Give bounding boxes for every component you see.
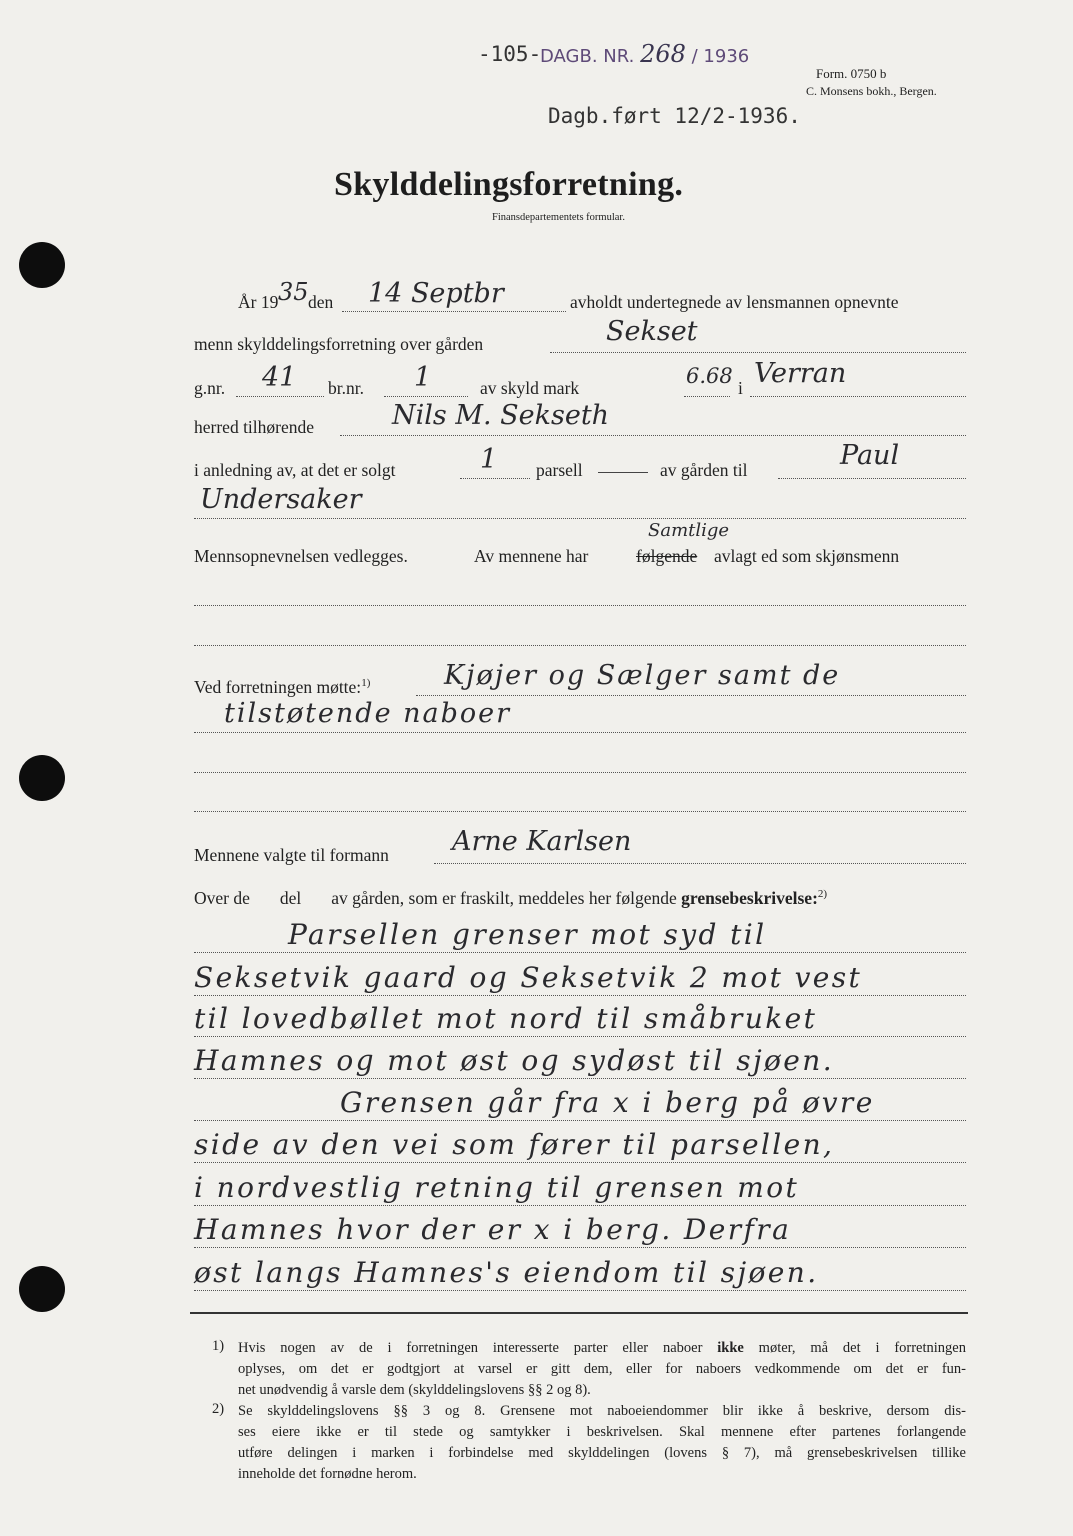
dotted-line <box>384 396 468 397</box>
footnote-line <box>238 1359 966 1380</box>
formann-name: Arne Karlsen <box>452 826 632 857</box>
footnote-line <box>238 1443 966 1464</box>
bnr-value: 1 <box>414 362 432 393</box>
line7-text-b: Av mennene har <box>474 546 589 566</box>
description-line: øst langs Hamnes's eiendom til sjøen. <box>194 1256 819 1289</box>
description-line: Hamnes og mot øst og sydøst til sjøen. <box>194 1044 835 1077</box>
footnote-line <box>238 1464 966 1485</box>
dotted-line <box>342 311 566 312</box>
bnr-label: br.nr. <box>328 378 364 398</box>
over-text-b: del <box>279 888 302 908</box>
punch-hole-top <box>19 242 65 288</box>
buyer-last-name: Undersaker <box>200 484 362 515</box>
year-suffix: 35 <box>278 278 309 306</box>
mott-label <box>194 677 370 698</box>
inserted-word: Samtlige <box>648 520 730 541</box>
over-bold: grensebeskrivelse: <box>681 888 818 908</box>
dotted-line <box>194 1078 966 1079</box>
form-number: Form. 0750 b <box>816 66 887 81</box>
publisher: C. Monsens bokh., Bergen. <box>806 84 937 98</box>
dotted-line <box>236 396 324 397</box>
attendees-line2: tilstøtende naboer <box>224 698 512 729</box>
dotted-line <box>194 995 966 996</box>
mott-label-text: Ved forretningen møtte: <box>194 677 362 697</box>
skyld-value: 6.68 <box>686 364 733 388</box>
attendees-line1: Kjøjer og Sælger samt de <box>444 660 841 691</box>
dotted-line <box>340 435 966 436</box>
footnote-text: oplyses, om det er godtgjort at varsel er gitt dem, eller for naboers vedkommende om det er fun- <box>238 1361 966 1377</box>
page-number: -105- <box>478 42 542 66</box>
date-field: 14 Septbr <box>368 278 504 309</box>
stamp-prefix: DAGB. NR. <box>540 46 635 67</box>
buyer-first-name: Paul <box>840 440 900 471</box>
footnote-text: møter, må det i forretningen <box>743 1340 966 1356</box>
skyld-label: av skyld mark <box>480 378 580 398</box>
footnote-line <box>238 1338 966 1359</box>
footnote-line <box>238 1401 966 1422</box>
footnote-ref-2: 2) <box>817 888 828 901</box>
dagb-stamp <box>540 40 749 68</box>
dotted-line <box>434 863 966 864</box>
description-line: Parsellen grenser mot syd til <box>288 918 767 951</box>
over-text-a: Over de <box>194 888 250 908</box>
over-text-c: av gården, som er fraskilt, meddeles her følgende <box>331 888 677 908</box>
footnote-text: Hvis nogen av de i forretningen interesserte parter eller naboer <box>238 1340 718 1356</box>
footnote-text: Se skylddelingslovens §§ 3 og 8. Grensene mot naboeiendommer blir ikke å beskrive, dersom dis- <box>238 1403 966 1419</box>
formann-label: Mennene valgte til formann <box>194 845 389 865</box>
page-title: Skylddelingsforretning. <box>334 166 684 203</box>
dotted-line <box>194 1247 966 1248</box>
line5-text-c: av gården til <box>660 460 748 480</box>
description-line: Seksetvik gaard og Seksetvik 2 mot vest <box>194 961 863 994</box>
description-line: Hamnes hvor der er x i berg. Derfra <box>194 1213 792 1246</box>
stamp-year: / 1936 <box>691 46 750 67</box>
footnote-line <box>238 1422 966 1443</box>
footnote-emphasis: ikke <box>717 1340 744 1356</box>
line1-text-a: År 19 <box>238 292 279 312</box>
owner-name: Nils M. Sekseth <box>392 400 610 431</box>
dotted-line <box>194 518 966 519</box>
dotted-line <box>194 645 966 646</box>
dotted-line <box>194 1205 966 1206</box>
dotted-line <box>750 396 966 397</box>
dotted-line <box>778 478 966 479</box>
dotted-line <box>194 605 966 606</box>
punch-hole-bottom <box>19 1266 65 1312</box>
over-line <box>194 888 827 909</box>
description-line: side av den vei som fører til parsellen, <box>194 1128 835 1161</box>
footnote-text: net unødvendig å varsle dem (skylddelingslovens §§ 2 og 8). <box>238 1382 591 1398</box>
page-subtitle: Finansdepartementets formular. <box>492 212 625 223</box>
dotted-line <box>460 478 530 479</box>
dotted-line <box>684 396 730 397</box>
description-line: i nordvestlig retning til grensen mot <box>194 1171 800 1204</box>
stamp-number: 268 <box>640 40 686 68</box>
footnote-number: 1) <box>212 1338 225 1354</box>
blank-line <box>598 472 648 473</box>
dotted-line <box>194 1036 966 1037</box>
footnote-text: ses eiere ikke er til stede og samtykker i beskrivelsen. Skal mennene efter partenes forlangende <box>238 1424 966 1440</box>
footnote-number: 2) <box>212 1401 225 1417</box>
footnote-separator <box>190 1312 968 1314</box>
line5-text-b: parsell <box>536 460 583 480</box>
description-line: til lovedbøllet mot nord til småbruket <box>194 1002 818 1035</box>
line1-text-b: den <box>308 292 334 312</box>
farm-name: Sekset <box>606 316 698 347</box>
footnote-line <box>238 1380 966 1401</box>
dagb-fort: Dagb.ført 12/2-1936. <box>548 104 801 128</box>
dotted-line <box>194 811 966 812</box>
dotted-line <box>194 772 966 773</box>
footnote-text: inneholde det fornødne herom. <box>238 1466 417 1482</box>
dotted-line <box>416 695 966 696</box>
dotted-line <box>194 1120 966 1121</box>
line1-text-c: avholdt undertegnede av lensmannen opnevnte <box>570 292 899 312</box>
line5-text-a: i anledning av, at det er solgt <box>194 460 396 480</box>
punch-hole-middle <box>19 755 65 801</box>
description-line: Grensen går fra x i berg på øvre <box>340 1086 875 1119</box>
footnote-ref-1: 1) <box>361 677 371 690</box>
herred-label: herred tilhørende <box>194 417 315 437</box>
line7-text-c: avlagt ed som skjønsmenn <box>714 546 900 566</box>
line2-text: menn skylddelingsforretning over gården <box>194 334 484 354</box>
struck-word: følgende <box>636 546 698 566</box>
line7-text-a: Mennsopnevnelsen vedlegges. <box>194 546 408 566</box>
dotted-line <box>194 1162 966 1163</box>
i-label: i <box>738 378 743 398</box>
dotted-line <box>550 352 966 353</box>
parcel-count: 1 <box>480 444 498 475</box>
gnr-value: 41 <box>262 362 297 393</box>
gnr-label: g.nr. <box>194 378 226 398</box>
footnote-text: utføre delingen i marken i forbindelse med skylddelingen (lovens § 7), må grensebeskrivelsen tillike <box>238 1445 966 1461</box>
dotted-line <box>194 732 966 733</box>
dotted-line <box>194 1290 966 1291</box>
dotted-line <box>194 952 966 953</box>
herred-value: Verran <box>754 358 847 389</box>
